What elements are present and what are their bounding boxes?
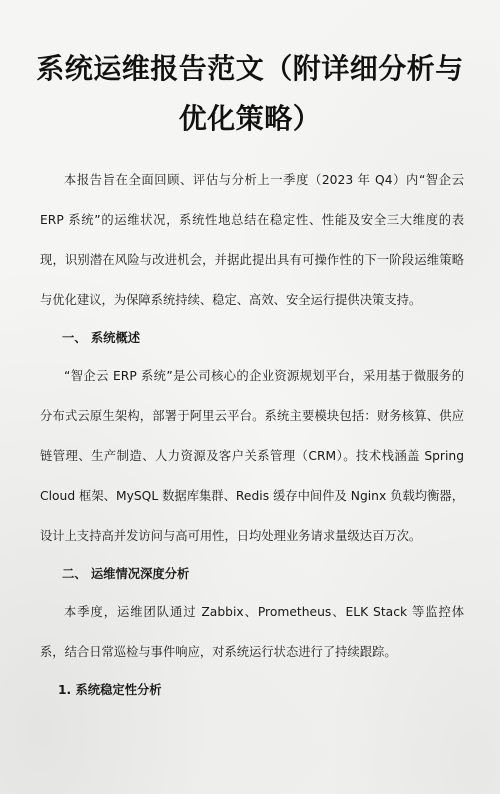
section-1-paragraph: “智企云 ERP 系统”是公司核心的企业资源规划平台，采用基于微服务的分布式云原生架构，部署于阿里云平台。系统主要模块包括：财务核算、供应链管理、生产制造、人力资源及客户关系管理（CRM）。技术栈涵盖 Spring Cloud 框架、MySQL 数据库集群、Redis 缓存中间件及 Nginx 负载均衡器，设计上支持高并发访问与高可用性，日均处理业务请求量级达百万次。 [40, 369, 464, 543]
section-2-paragraph: 本季度，运维团队通过 Zabbix、Prometheus、ELK Stack 等监控体系，结合日常巡检与事件响应，对系统运行状态进行了持续跟踪。 [40, 605, 464, 659]
subsection-1-heading: 1. 系统稳定性分析 [58, 683, 162, 697]
intro-paragraph: 本报告旨在全面回顾、评估与分析上一季度（2023 年 Q4）内“智企云 ERP 系统”的运维状况，系统性地总结在稳定性、性能及安全三大维度的表现，识别潜在风险与改进机会，并据此提出具有可操作性的下一阶段运维策略与优化建议，为保障系统持续、稳定、高效、安全运行提供决策支持。 [40, 173, 464, 307]
document-title: 系统运维报告范文（附详细分析与优化策略） [36, 52, 464, 135]
section-2-heading: 二、 运维情况深度分析 [62, 567, 190, 581]
section-1-heading: 一、 系统概述 [62, 331, 141, 345]
document-body [40, 160, 464, 708]
